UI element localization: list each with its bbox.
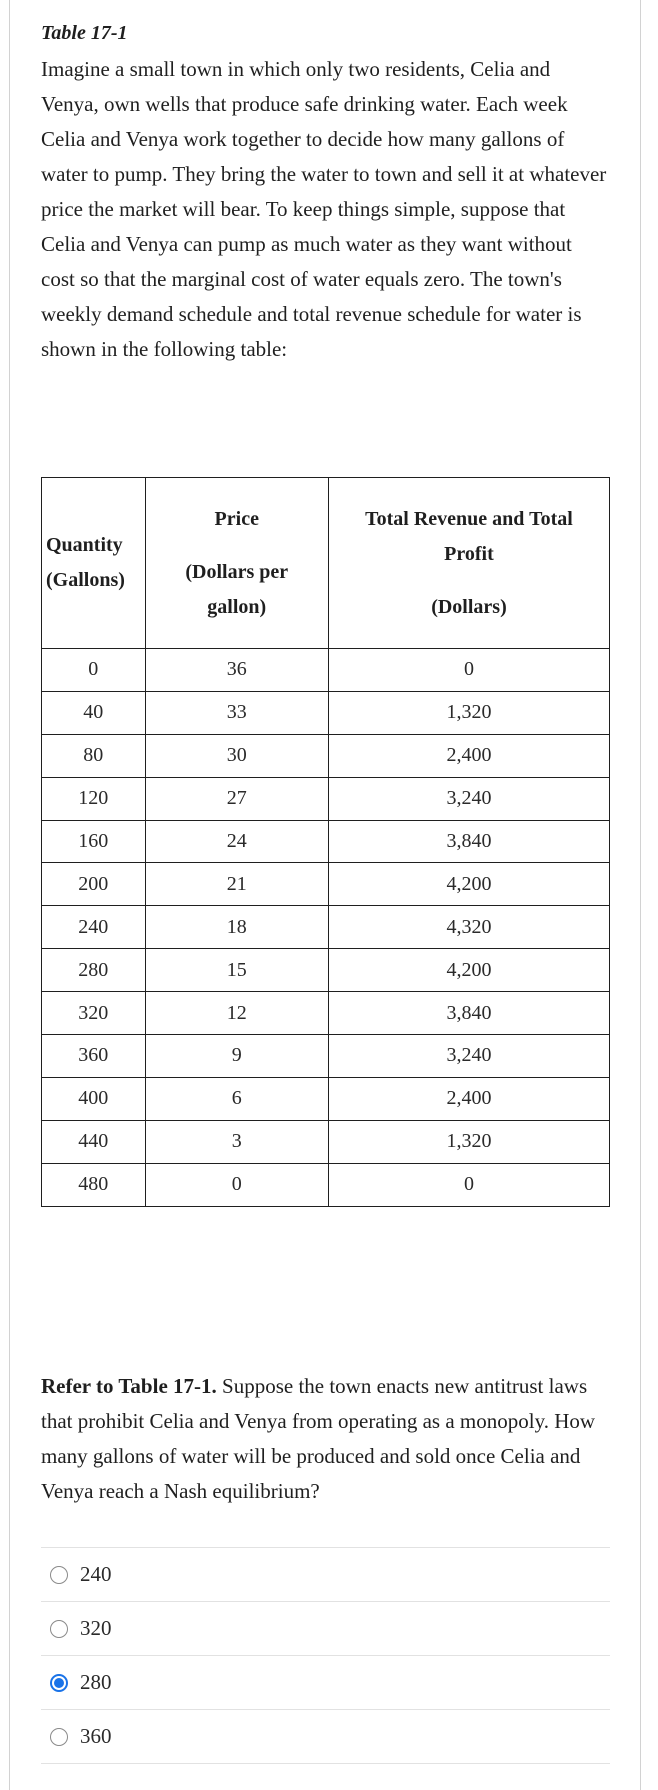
table-row (42, 1035, 610, 1078)
table-row (42, 820, 610, 863)
cell-revenue: 3,840 (328, 820, 609, 863)
table-row (42, 734, 610, 777)
table-row (42, 1077, 610, 1120)
demand-table (41, 477, 610, 1207)
question-reference: Refer to Table 17-1. (41, 1374, 217, 1398)
radio-dot-icon (54, 1678, 64, 1688)
cell-revenue: 4,200 (328, 949, 609, 992)
cell-quantity: 400 (42, 1077, 146, 1120)
header-price-unit: (Dollars per gallon) (185, 560, 289, 618)
answer-option[interactable] (41, 1602, 610, 1656)
cell-price: 0 (145, 1163, 328, 1206)
table-row (42, 691, 610, 734)
cell-revenue: 0 (328, 1163, 609, 1206)
cell-revenue: 4,200 (328, 863, 609, 906)
table-row (42, 1120, 610, 1163)
cell-quantity: 280 (42, 949, 146, 992)
intro-text: Imagine a small town in which only two residents, Celia and Venya, own wells that produce safe drinking water. Each week Celia and Venya work together to decide how many gallons of water to pump. They bring the water to town and sell it at whatever price the market will bear. To keep things simple, suppose that Celia and Venya can pump as much water as they want without cost so that the marginal cost of water equals zero. The town's weekly demand schedule and total revenue schedule for water is shown in the following table: (41, 57, 607, 361)
cell-quantity: 160 (42, 820, 146, 863)
cell-revenue: 4,320 (328, 906, 609, 949)
cell-quantity: 480 (42, 1163, 146, 1206)
question-text (41, 1369, 609, 1509)
radio-unselected-icon[interactable] (50, 1620, 68, 1638)
header-revenue-unit: (Dollars) (431, 595, 507, 618)
cell-price: 12 (145, 992, 328, 1035)
question-panel (9, 0, 641, 1790)
cell-price: 21 (145, 863, 328, 906)
cell-price: 9 (145, 1035, 328, 1078)
table-row (42, 949, 610, 992)
cell-revenue: 0 (328, 649, 609, 692)
radio-selected-icon[interactable] (50, 1674, 68, 1692)
cell-revenue: 3,240 (328, 1035, 609, 1078)
table-row (42, 906, 610, 949)
answer-option[interactable] (41, 1548, 610, 1602)
table-row (42, 649, 610, 692)
table-row (42, 777, 610, 820)
answer-option-label: 320 (80, 1616, 112, 1640)
answer-options (41, 1547, 610, 1764)
answer-option[interactable] (41, 1710, 610, 1764)
cell-price: 15 (145, 949, 328, 992)
table-row (42, 863, 610, 906)
cell-quantity: 40 (42, 691, 146, 734)
cell-price: 30 (145, 734, 328, 777)
cell-quantity: 0 (42, 649, 146, 692)
cell-quantity: 320 (42, 992, 146, 1035)
cell-price: 24 (145, 820, 328, 863)
cell-quantity: 120 (42, 777, 146, 820)
cell-price: 27 (145, 777, 328, 820)
cell-quantity: 440 (42, 1120, 146, 1163)
radio-unselected-icon[interactable] (50, 1566, 68, 1584)
radio-unselected-icon[interactable] (50, 1728, 68, 1746)
cell-price: 33 (145, 691, 328, 734)
answer-option-label: 240 (80, 1562, 112, 1586)
cell-revenue: 2,400 (328, 1077, 609, 1120)
question-body: Suppose the town enacts new antitrust laws that prohibit Celia and Venya from operating as a monopoly. How many gallons of water will be produced and sold once Celia and Venya reach a Nash equilibrium? (41, 1374, 596, 1503)
answer-option-label: 280 (80, 1670, 112, 1694)
cell-price: 36 (145, 649, 328, 692)
cell-quantity: 360 (42, 1035, 146, 1078)
cell-revenue: 1,320 (328, 691, 609, 734)
header-revenue-label: Total Revenue and Total Profit (365, 507, 573, 565)
cell-revenue: 3,840 (328, 992, 609, 1035)
cell-quantity: 240 (42, 906, 146, 949)
cell-quantity: 80 (42, 734, 146, 777)
cell-price: 3 (145, 1120, 328, 1163)
cell-revenue: 1,320 (328, 1120, 609, 1163)
cell-price: 18 (145, 906, 328, 949)
answer-option[interactable] (41, 1656, 610, 1710)
header-price (145, 478, 328, 649)
header-quantity-unit: (Gallons) (46, 569, 125, 591)
header-quantity (42, 478, 146, 649)
table-row (42, 992, 610, 1035)
cell-price: 6 (145, 1077, 328, 1120)
table-row (42, 1163, 610, 1206)
cell-revenue: 3,240 (328, 777, 609, 820)
cell-quantity: 200 (42, 863, 146, 906)
answer-option-label: 360 (80, 1724, 112, 1748)
header-quantity-label: Quantity (46, 534, 123, 556)
table-body (42, 649, 610, 1207)
header-price-label: Price (214, 507, 259, 530)
table-title: Table 17-1 (41, 22, 128, 44)
table-header-row (42, 478, 610, 649)
header-revenue (328, 478, 609, 649)
cell-revenue: 2,400 (328, 734, 609, 777)
